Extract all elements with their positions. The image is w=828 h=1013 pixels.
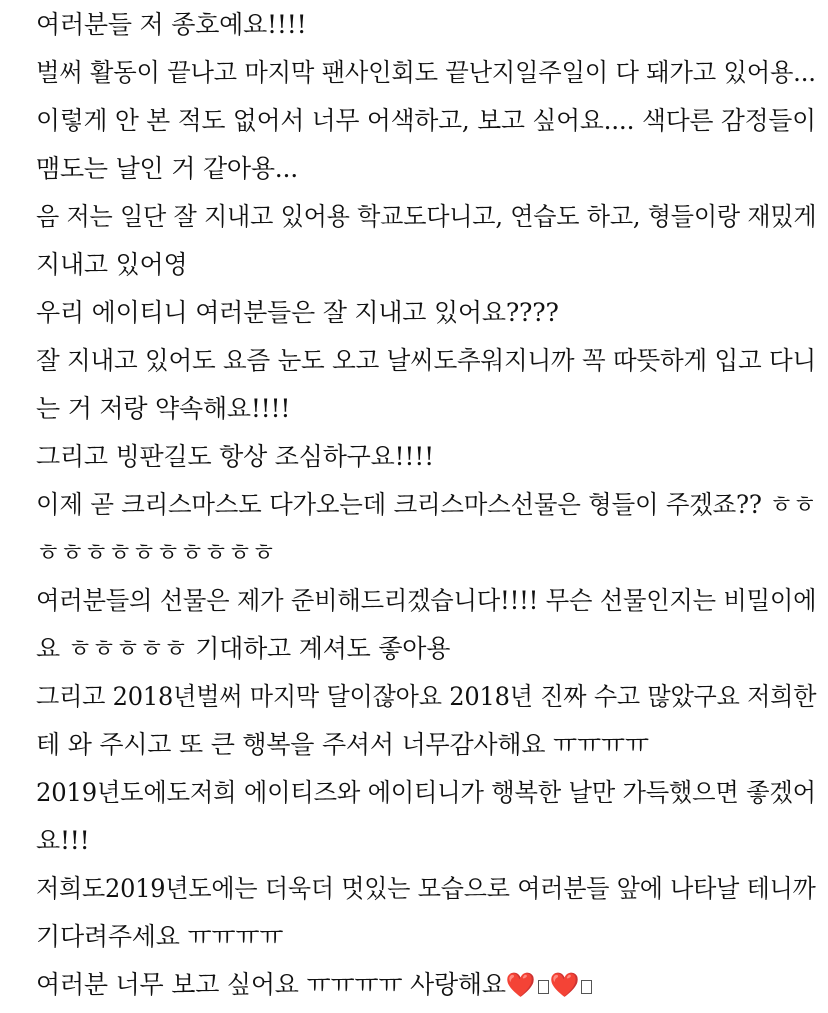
letter-line: 여러분들의 선물은 제가 준비해드리겠습니다!!!! 무슨 선물인지는 비밀이에 — [36, 586, 817, 615]
letter-line: 이렇게 안 본 적도 없어서 너무 어색하고, 보고 싶어요.... 색다른 감정들이 — [36, 106, 816, 135]
letter-last-line-text: 여러분 너무 보고 싶어요 ㅠㅠㅠㅠ 사랑해요 — [36, 970, 506, 999]
letter-line: 여러분들 저 종호예요!!!! — [36, 10, 307, 39]
letter-line: 저희도2019년도에는 더욱더 멋있는 모습으로 여러분들 앞에 나타날 테니까 — [36, 874, 816, 903]
letter-line: 잘 지내고 있어도 요즘 눈도 오고 날씨도추워지니까 꼭 따뜻하게 입고 다니 — [36, 346, 816, 375]
letter-line: ㅎㅎㅎㅎㅎㅎㅎㅎㅎㅎ — [36, 538, 276, 567]
letter-line: 테 와 주시고 또 큰 행복을 주셔서 너무감사해요 ㅠㅠㅠㅠ — [36, 730, 649, 759]
heart-icon: ❤️ — [549, 971, 580, 999]
missing-glyph-icon — [538, 980, 549, 994]
letter-line: 기다려주세요 ㅠㅠㅠㅠ — [36, 922, 284, 951]
letter-line: 음 저는 일단 잘 지내고 있어용 학교도다니고, 연습도 하고, 형들이랑 재밌게 — [36, 202, 817, 231]
letter-line: 우리 에이티니 여러분들은 잘 지내고 있어요???? — [36, 298, 559, 327]
heart-icon: ❤️ — [505, 971, 536, 999]
letter-last-line — [36, 961, 593, 1009]
letter-line: 그리고 2018년벌써 마지막 달이잖아요 2018년 진짜 수고 많았구요 저희한 — [36, 682, 817, 711]
letter-line: 이제 곧 크리스마스도 다가오는데 크리스마스선물은 형들이 주겠죠?? ㅎㅎ — [36, 490, 817, 519]
letter-line: 요!!! — [36, 826, 90, 855]
letter-line: 는 거 저랑 약속해요!!!! — [36, 394, 291, 423]
letter-line: 요 ㅎㅎㅎㅎㅎ 기대하고 계셔도 좋아용 — [36, 634, 451, 663]
letter-line: 지내고 있어영 — [36, 250, 188, 279]
missing-glyph-icon — [581, 980, 592, 994]
letter-line: 벌써 활동이 끝나고 마지막 팬사인회도 끝난지일주일이 다 돼가고 있어용... — [36, 58, 816, 87]
letter-line: 2019년도에도저희 에이티즈와 에이티니가 행복한 날만 가득했으면 좋겠어 — [36, 778, 816, 807]
letter-line: 그리고 빙판길도 항상 조심하구요!!!! — [36, 442, 434, 471]
letter-line: 맴도는 날인 거 같아용... — [36, 154, 299, 183]
